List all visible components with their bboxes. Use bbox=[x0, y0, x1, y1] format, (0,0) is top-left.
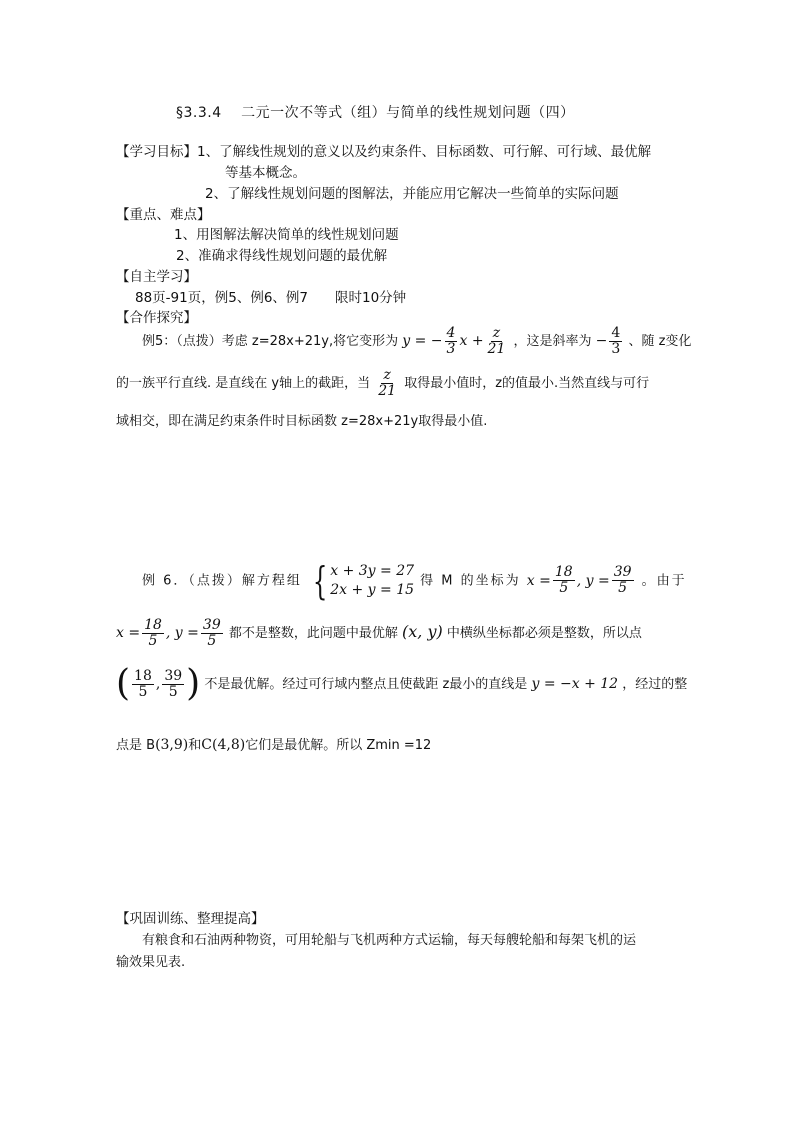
xv-num: 18 bbox=[144, 617, 162, 633]
line-equation: y = −x + 12 bbox=[531, 676, 619, 692]
example5-text-c: 、随 z变化 bbox=[628, 334, 692, 350]
example5-line1 bbox=[142, 326, 691, 356]
xv-den: 5 bbox=[148, 632, 158, 649]
consolidation-line2: 输效果见表. bbox=[116, 955, 186, 970]
frac-num-z: z bbox=[492, 325, 501, 341]
example5-line2-b: 取得最小值时，z的值最小.当然直线与可行 bbox=[404, 376, 650, 392]
m-x-den: 5 bbox=[559, 580, 569, 596]
example6-line1 bbox=[142, 559, 687, 603]
example6-line2-a: 都不是整数，此问题中最优解 bbox=[228, 626, 398, 642]
m-y-den: 5 bbox=[618, 580, 628, 596]
m-coordinates: x = $\frac{18}{5}$ , y = $\frac{39}{5}$ bbox=[526, 564, 632, 596]
m-y-num: 39 bbox=[613, 564, 632, 581]
frac-den-3: 3 bbox=[446, 340, 456, 357]
slope-frac: − $\frac{4}{3}$ bbox=[595, 325, 621, 357]
example6-text-a: 例 6．（点拨）解方程组 bbox=[142, 573, 302, 589]
example6-line4-c: 它们是最优解。所以 Zmin =12 bbox=[245, 738, 432, 753]
point-b: (3,9) bbox=[155, 737, 189, 753]
equation-system: { x + 3y = 27 2x + y = 15 bbox=[312, 559, 415, 603]
example5-line3: 域相交，即在满足约束条件时目标函数 z=28x+21y取得最小值. bbox=[116, 414, 488, 429]
pm-x-num: 18 bbox=[134, 667, 152, 684]
example5-line2 bbox=[116, 368, 649, 398]
equation-1: x + 3y = 27 bbox=[330, 563, 415, 580]
z21-num: z bbox=[383, 367, 391, 383]
point-c: C(4,8) bbox=[201, 737, 246, 753]
example6-text-b: 得 M 的坐标为 bbox=[420, 573, 521, 589]
objectives-section bbox=[116, 140, 651, 160]
objectives-item2: 2、了解线性规划问题的图解法，并能应用它解决一些简单的实际问题 bbox=[205, 186, 619, 202]
example6-line4-b: 和 bbox=[188, 738, 202, 753]
page-title: §3.3.4 二元一次不等式（组）与简单的线性规划问题（四） bbox=[176, 105, 575, 121]
example6-line3-b: ，经过的整 bbox=[622, 677, 688, 692]
yv-num: 39 bbox=[202, 617, 221, 633]
equation-2: 2x + y = 15 bbox=[330, 582, 415, 598]
example5-formula: y = − $\frac{4}{3}$ x + $\frac{z}{21}$ bbox=[402, 325, 506, 357]
example6-text-c: 。由于 bbox=[641, 573, 687, 589]
keypoints-header: 【重点、难点】 bbox=[116, 207, 211, 223]
objectives-item1-line1: 1、了解线性规划的意义以及约束条件、目标函数、可行解、可行域、最优解 bbox=[197, 144, 652, 160]
point-m-paren: ( $\frac{18}{5}$ , $\frac{39}{5}$ ) bbox=[116, 663, 201, 704]
example5-text-a: 例5：（点拨）考虑 z=28x+21y,将它变形为 bbox=[142, 334, 399, 350]
example6-line4 bbox=[116, 734, 431, 753]
keypoints-item1: 1、用图解法解决简单的线性规划问题 bbox=[174, 227, 399, 243]
pm-y-num: 39 bbox=[164, 667, 183, 684]
frac-num-4: 4 bbox=[446, 325, 456, 341]
xy-values: x = $\frac{18}{5}$ , y = $\frac{39}{5}$ bbox=[116, 617, 221, 649]
z-over-21 bbox=[374, 367, 400, 399]
pm-x-den: 5 bbox=[138, 683, 148, 700]
optimal-point-xy: (x, y) bbox=[402, 622, 443, 642]
slope-den: 3 bbox=[611, 340, 621, 357]
example6-line3 bbox=[116, 663, 688, 704]
consolidation-line1: 有粮食和石油两种物资，可用轮船与飞机两种方式运输，每天每艘轮船和每架飞机的运 bbox=[142, 933, 637, 948]
example6-line2 bbox=[116, 618, 642, 648]
example5-text-b: ，这是斜率为 bbox=[513, 334, 592, 350]
yv-den: 5 bbox=[207, 632, 217, 649]
consolidation-header: 【巩固训练、整理提高】 bbox=[116, 911, 265, 927]
z21-den: 21 bbox=[378, 382, 397, 399]
selfstudy-text: 88页-91页，例5、例6、例7 限时10分钟 bbox=[135, 290, 407, 306]
pm-y-den: 5 bbox=[168, 683, 178, 700]
m-x-num: 18 bbox=[554, 564, 573, 581]
objectives-header: 【学习目标】 bbox=[116, 144, 197, 160]
cooperation-header: 【合作探究】 bbox=[116, 310, 197, 326]
keypoints-item2: 2、准确求得线性规划问题的最优解 bbox=[176, 248, 388, 264]
example6-line4-a: 点是 B bbox=[116, 738, 156, 753]
frac-den-21: 21 bbox=[487, 340, 506, 357]
selfstudy-header: 【自主学习】 bbox=[116, 269, 197, 285]
example6-line2-b: 中横纵坐标都必须是整数，所以点 bbox=[446, 626, 642, 642]
example5-line2-a: 的一族平行直线. 是直线在 y轴上的截距，当 bbox=[116, 376, 371, 392]
objectives-item1-line2: 等基本概念。 bbox=[225, 165, 306, 181]
example6-line3-a: 不是最优解。经过可行域内整点且使截距 z最小的直线是 bbox=[204, 677, 528, 692]
slope-num: 4 bbox=[611, 325, 621, 341]
